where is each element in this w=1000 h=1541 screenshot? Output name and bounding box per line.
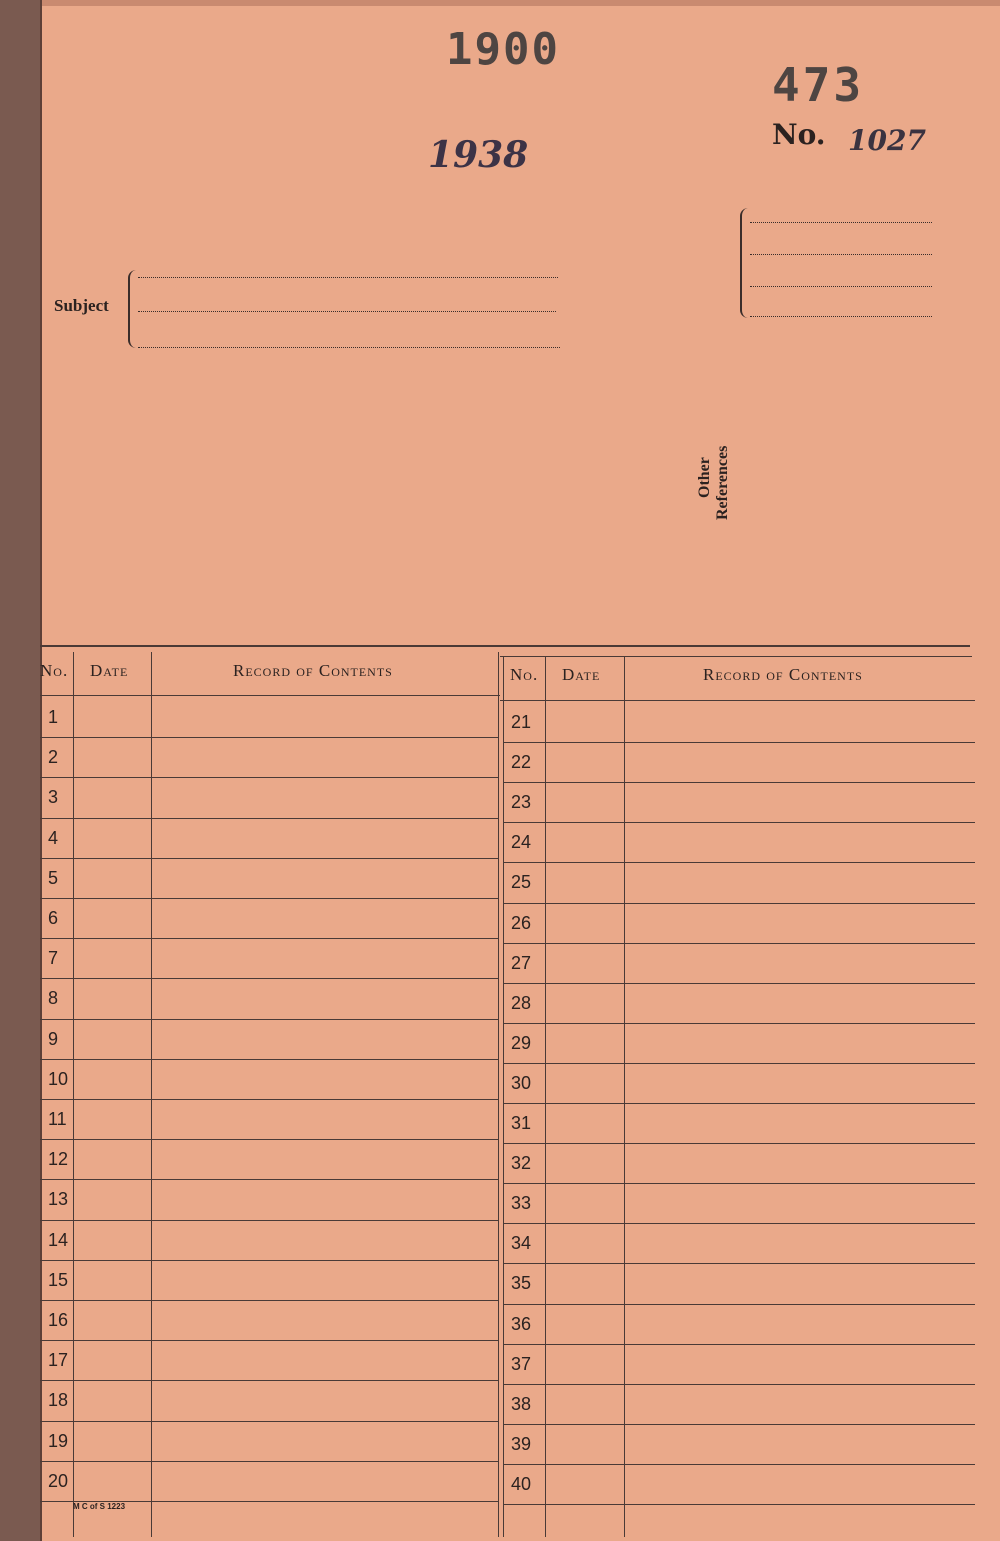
left-row-number: 1 [48, 707, 59, 727]
left-table-row[interactable] [74, 1099, 498, 1139]
top-edge [40, 0, 1000, 6]
left-row-number: 13 [48, 1189, 69, 1210]
right-table-row[interactable] [546, 1384, 974, 1424]
left-row-number: 8 [48, 988, 59, 1009]
right-row-number: 40 [511, 1473, 532, 1494]
right-table-row[interactable] [546, 1304, 974, 1344]
right-table-row[interactable] [546, 1063, 974, 1103]
right-col-no-header: No. [510, 665, 539, 684]
left-row-number: 14 [48, 1229, 69, 1250]
binding-spine [0, 0, 40, 1541]
left-table-end [498, 652, 499, 1537]
subject-line-3[interactable] [138, 347, 560, 348]
right-row-number: 37 [511, 1353, 532, 1374]
left-table-row[interactable] [74, 1220, 498, 1260]
right-table-start [503, 656, 504, 1537]
left-row-number: 20 [48, 1470, 69, 1491]
right-row-number: 25 [511, 872, 532, 893]
left-row-number: 6 [48, 908, 59, 928]
right-header-rule [500, 700, 975, 701]
right-row-number: 27 [511, 952, 532, 973]
left-table-row[interactable] [74, 818, 498, 858]
left-row-number: 4 [48, 827, 59, 848]
left-row-number: 5 [48, 867, 59, 888]
right-row-number: 24 [511, 832, 532, 853]
year-stamp: 1900 [446, 24, 560, 75]
left-header-rule [40, 695, 500, 696]
handwritten-number: 1027 [848, 124, 926, 157]
right-col-record-header: Record of Contents [703, 665, 863, 684]
right-row-number: 23 [511, 792, 532, 813]
right-table-row[interactable] [546, 742, 974, 782]
right-row-number: 35 [511, 1273, 532, 1294]
left-table-row[interactable] [74, 858, 498, 898]
right-row-number: 26 [511, 912, 532, 933]
other-label-text: Other [696, 457, 713, 498]
number-label: No. [772, 118, 826, 151]
left-row-number: 15 [48, 1269, 69, 1290]
right-table-row[interactable] [546, 1143, 974, 1183]
left-row-number: 11 [48, 1109, 67, 1129]
other-references-brace [740, 208, 752, 318]
right-table-row[interactable] [546, 943, 974, 983]
right-col-date-header: Date [562, 665, 601, 684]
left-table-row[interactable] [74, 1461, 498, 1501]
right-row-number: 29 [511, 1032, 532, 1053]
right-table-row[interactable] [546, 1183, 974, 1223]
left-row-number: 3 [48, 787, 59, 808]
right-row-number: 31 [511, 1113, 532, 1133]
right-table-row[interactable] [546, 1103, 974, 1143]
form-code: M C of S 1223 [73, 1502, 126, 1511]
left-table-row[interactable] [74, 1260, 498, 1300]
right-table-row[interactable] [546, 1424, 974, 1464]
right-table-row[interactable] [546, 1464, 974, 1504]
left-table-row[interactable] [74, 697, 498, 737]
subject-line-1[interactable] [138, 277, 558, 278]
references-label-text: References [714, 445, 731, 520]
subject-label: Subject [54, 296, 109, 315]
left-table-row[interactable] [74, 737, 498, 777]
right-row-number: 38 [511, 1393, 532, 1414]
left-table-row[interactable] [74, 1019, 498, 1059]
table-top-rule [40, 645, 970, 647]
left-table-row[interactable] [74, 1179, 498, 1219]
left-col-date-header: Date [90, 661, 129, 680]
right-table-row[interactable] [546, 862, 974, 902]
reference-line-4[interactable] [750, 316, 932, 317]
right-table-row[interactable] [546, 1263, 974, 1303]
left-row-number: 16 [48, 1310, 69, 1330]
left-table-row[interactable] [74, 1300, 498, 1340]
right-row-number: 33 [511, 1193, 532, 1214]
subject-line-2[interactable] [138, 311, 556, 312]
left-row-number: 10 [48, 1068, 69, 1089]
handwritten-year: 1938 [428, 134, 529, 176]
right-row-number: 39 [511, 1433, 532, 1454]
right-table-row[interactable] [546, 983, 974, 1023]
left-table-row[interactable] [74, 898, 498, 938]
left-col-record-header: Record of Contents [233, 661, 393, 680]
right-row-rule [503, 1504, 975, 1505]
reference-line-3[interactable] [750, 286, 932, 287]
left-table-row[interactable] [74, 1421, 498, 1461]
right-row-number: 30 [511, 1072, 532, 1093]
right-row-number: 34 [511, 1233, 532, 1254]
right-row-number: 36 [511, 1313, 532, 1334]
right-table-row[interactable] [546, 1023, 974, 1063]
right-table-top-rule [500, 656, 972, 657]
left-row-number: 7 [48, 948, 59, 969]
left-row-number: 19 [48, 1430, 69, 1451]
left-table-row[interactable] [74, 777, 498, 817]
subject-brace [128, 270, 140, 348]
left-row-number: 17 [48, 1350, 69, 1371]
reference-line-2[interactable] [750, 254, 932, 255]
right-table-row[interactable] [546, 1344, 974, 1384]
spine-edge [40, 0, 42, 1541]
right-table-row[interactable] [546, 1223, 974, 1263]
right-table-row[interactable] [546, 903, 974, 943]
left-table-row[interactable] [74, 978, 498, 1018]
right-table-row[interactable] [546, 822, 974, 862]
right-table-row[interactable] [546, 702, 974, 742]
right-table-row[interactable] [546, 782, 974, 822]
left-table-row[interactable] [74, 1380, 498, 1420]
left-table-row[interactable] [74, 938, 498, 978]
other-references-label [696, 208, 746, 520]
left-table-row[interactable] [74, 1059, 498, 1099]
left-row-number: 9 [48, 1028, 59, 1049]
right-row-number: 28 [511, 992, 532, 1013]
file-number-stamp: 473 [772, 58, 865, 112]
reference-line-1[interactable] [750, 222, 932, 223]
right-row-number: 21 [511, 712, 532, 732]
left-row-number: 12 [48, 1149, 69, 1170]
left-col-no-header: No. [40, 661, 69, 680]
left-row-number: 2 [48, 747, 59, 768]
right-row-number: 32 [511, 1153, 532, 1174]
left-table-row[interactable] [74, 1340, 498, 1380]
left-row-number: 18 [48, 1390, 69, 1411]
left-table-row[interactable] [74, 1139, 498, 1179]
right-row-number: 22 [511, 752, 532, 773]
